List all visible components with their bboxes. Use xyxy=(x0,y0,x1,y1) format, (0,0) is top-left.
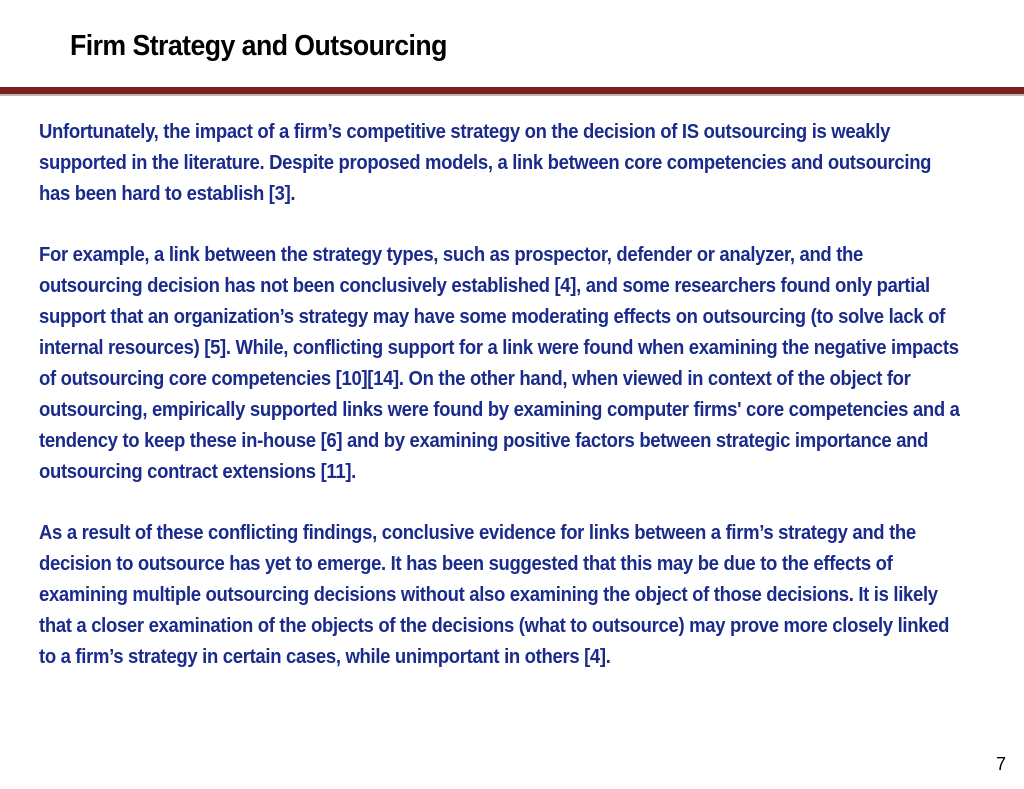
paragraph-3: As a result of these conflicting findings, conclusive evidence for links between a firm’s strategy and the decision to outsource has yet to emerge. It has been suggested that this may be due to the effects of examining multiple outsourcing decisions without also examining the object of those decisions. It is likely that a closer examination of the objects of the decisions (what to outsource) may prove more closely linked to a firm’s strategy in certain cases, while unimportant in others [4]. xyxy=(39,522,950,668)
title-divider xyxy=(0,87,1024,94)
title-divider-shadow xyxy=(0,94,1024,96)
paragraph-1: Unfortunately, the impact of a firm’s competitive strategy on the decision of IS outsourcing is weakly supported in the literature. Despite proposed models, a link between core competencies and outsourcing has been hard to establish [3]. xyxy=(39,121,932,205)
paragraph-2: For example, a link between the strategy types, such as prospector, defender or analyzer, and the outsourcing decision has not been conclusively established [4], and some researchers found only partial support that an organization’s strategy may have some moderating effects on outsourcing (to solve lack of internal resources) [5]. While, conflicting support for a link were found when examining the negative impacts of outsourcing core competencies [10][14]. On the other hand, when viewed in context of the object for outsourcing, empirically supported links were found by examining computer firms' core competencies and a tendency to keep these in-house [6] and by examining positive factors between strategic importance and outsourcing contract extensions [11]. xyxy=(39,244,960,483)
slide-title: Firm Strategy and Outsourcing xyxy=(70,30,447,62)
slide-body xyxy=(39,117,999,703)
page-number: 7 xyxy=(995,754,1006,774)
